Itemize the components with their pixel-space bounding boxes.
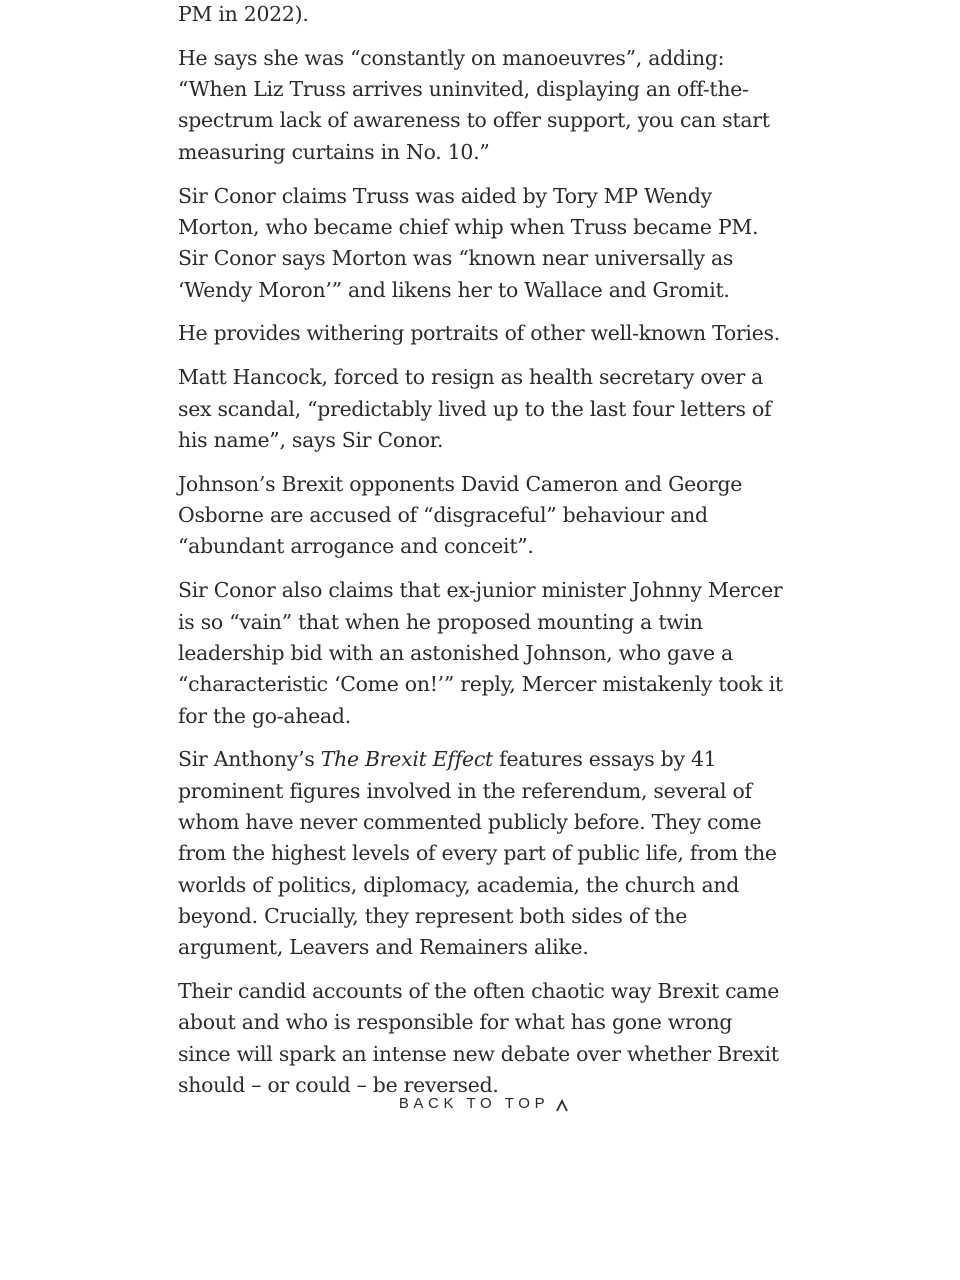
article-paragraph: He provides withering portraits of other well-known Tories. bbox=[178, 321, 780, 346]
article-paragraph: PM in 2022). bbox=[178, 2, 309, 26]
article-paragraph: Sir Conor claims Truss was aided by Tory MP Wendy Morton, who became chief whip when Truss became PM. Sir Conor says Morton was “known near universally as ‘Wendy Moron’” and likens her to Wallace and Gromit. bbox=[178, 183, 759, 302]
article-paragraph bbox=[178, 744, 788, 963]
back-to-top-link[interactable] bbox=[0, 1093, 960, 1113]
paragraph-text: features essays by 41 prominent figures involved in the referendum, several of whom have never commented publicly before. They come from the highest levels of every part of public life, from the worlds of politics, diplomacy, academia, the church and beyond. Crucially, they represent both sides of the argument, Leavers and Remainers alike. bbox=[178, 747, 777, 960]
article-paragraph: He says she was “constantly on manoeuvres”, adding: “When Liz Truss arrives uninvited, displaying an off-the-spectrum lack of awareness to offer support, you can start measuring curtains in No. 10.” bbox=[178, 45, 770, 164]
article-paragraph: Matt Hancock, forced to resign as health secretary over a sex scandal, “predictably lived up to the last four letters of his name”, says Sir Conor. bbox=[178, 365, 772, 452]
back-to-top-label: BACK TO TOP bbox=[398, 1094, 550, 1112]
article-body bbox=[178, 0, 788, 1114]
article-paragraph: Johnson’s Brexit opponents David Cameron and George Osborne are accused of “disgraceful” behaviour and “abundant arrogance and conceit”. bbox=[178, 471, 743, 559]
book-title: The Brexit Effect bbox=[320, 747, 493, 772]
article-paragraph: Sir Conor also claims that ex-junior minister Johnny Mercer is so “vain” that when he proposed mounting a twin leadership bid with an astonished Johnson, who gave a “characteristic ‘Come on!’” reply, Mercer mistakenly took it for the go-ahead. bbox=[178, 578, 783, 728]
caret-up-icon bbox=[555, 1099, 569, 1113]
article-paragraph: Their candid accounts of the often chaotic way Brexit came about and who is responsible for what has gone wrong since will spark an intense new debate over whether Brexit should – or could – be reversed. bbox=[178, 979, 780, 1097]
paragraph-text: Sir Anthony’s bbox=[178, 747, 321, 772]
